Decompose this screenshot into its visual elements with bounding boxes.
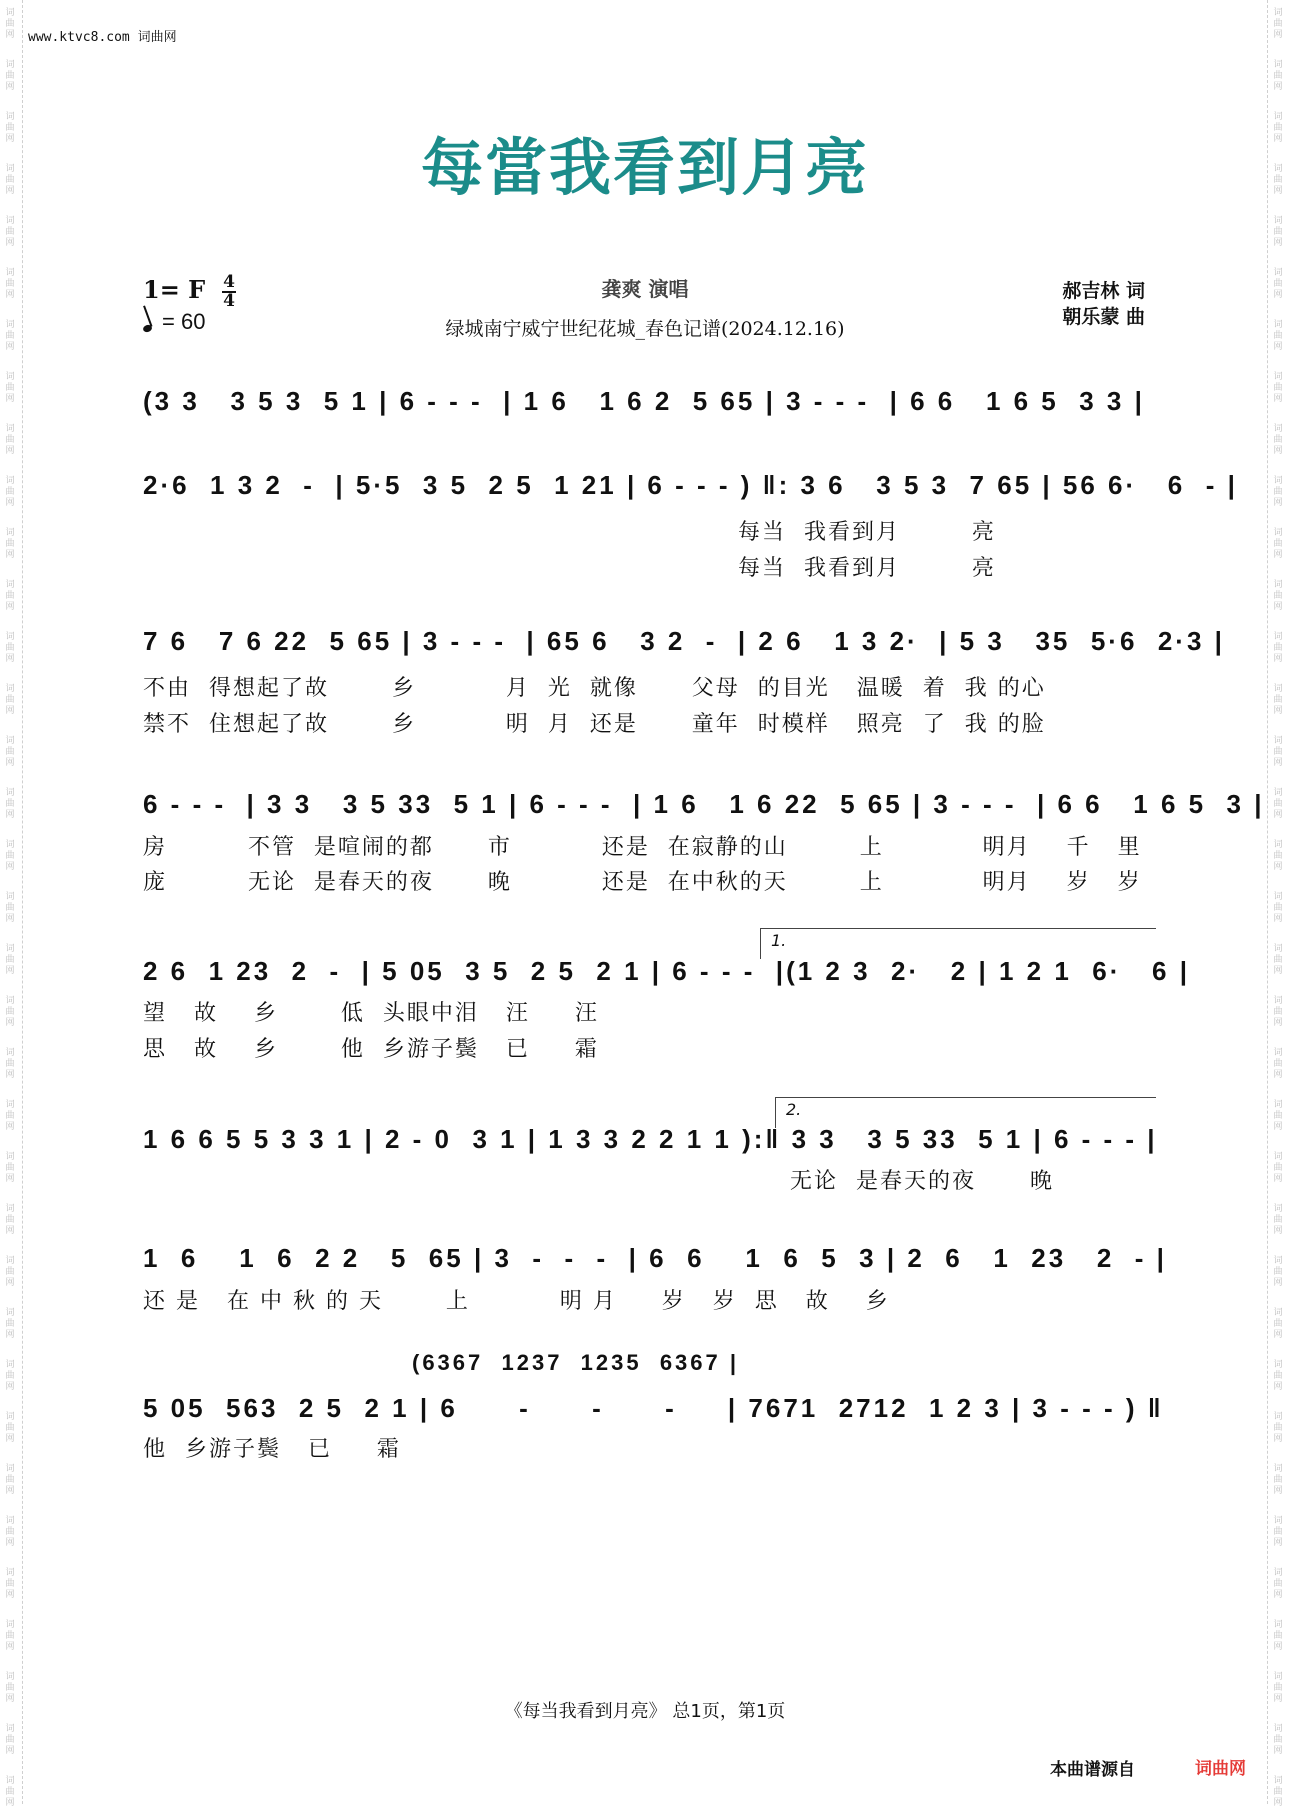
score-line-2: 2·6 1 3 2 - | 5·5 3 5 2 5 1 21 | 6 - - - ) ‖: 3 6 3 5 3 7 65 | 56 6· 6 - | bbox=[143, 470, 1238, 500]
watermark-text: 词 曲 网 bbox=[1273, 424, 1283, 456]
watermark-text: 词 曲 网 bbox=[5, 684, 15, 716]
watermark-text: 词 曲 网 bbox=[5, 60, 15, 92]
watermark-text: 词 曲 网 bbox=[5, 788, 15, 820]
watermark-text: 词 曲 网 bbox=[5, 1100, 15, 1132]
watermark-text: 词 曲 网 bbox=[5, 1776, 15, 1808]
transcriber: 绿城南宁威宁世纪花城_春色记谱(2024.12.16) bbox=[445, 318, 845, 340]
watermark-text: 词 曲 网 bbox=[1273, 8, 1283, 40]
watermark-text: 词 曲 网 bbox=[5, 320, 15, 352]
watermark-text: 词 曲 网 bbox=[1273, 1776, 1283, 1808]
lyric-line-4a: 房 不管 是喧闹的都 市 还是 在寂静的山 上 明月 千 里 bbox=[143, 835, 1142, 860]
watermark-text: 词 曲 网 bbox=[1273, 216, 1283, 248]
volta-1: 1. bbox=[760, 928, 1156, 959]
watermark-text: 词 曲 网 bbox=[1273, 580, 1283, 612]
watermark-text: 词 曲 网 bbox=[1273, 1100, 1283, 1132]
site-url[interactable]: www.ktvc8.com 词曲网 bbox=[28, 30, 177, 45]
score-line-8: 5 05 563 2 5 2 1 | 6 - - - | 7671 2712 1 2 3 | 3 - - - ) ‖ bbox=[143, 1393, 1164, 1423]
watermark-text: 词 曲 网 bbox=[1273, 996, 1283, 1028]
watermark-text: 词 曲 网 bbox=[1273, 1204, 1283, 1236]
watermark-text: 词 曲 网 bbox=[1273, 1152, 1283, 1184]
page-footer: 《每当我看到月亮》 总1页，第1页 bbox=[504, 1701, 786, 1722]
score-line-1: (3 3 3 5 3 5 1 | 6 - - - | 1 6 1 6 2 5 65 | 3 - - - | 6 6 1 6 5 3 3 | bbox=[143, 386, 1145, 416]
watermark-text: 词 曲 网 bbox=[5, 1412, 15, 1444]
watermark-text: 词 曲 网 bbox=[1273, 476, 1283, 508]
watermark-text: 词 曲 网 bbox=[1273, 632, 1283, 664]
watermark-text: 词 曲 网 bbox=[5, 424, 15, 456]
left-watermark-strip bbox=[0, 0, 23, 1808]
watermark-text: 词 曲 网 bbox=[5, 164, 15, 196]
watermark-text: 词 曲 网 bbox=[5, 1672, 15, 1704]
time-top: 4 bbox=[223, 272, 235, 292]
watermark-text: 词 曲 网 bbox=[5, 8, 15, 40]
lyric-line-2b: 每当 我看到月 亮 bbox=[738, 556, 996, 581]
watermark-text: 词 曲 网 bbox=[5, 528, 15, 560]
watermark-text: 词 曲 网 bbox=[5, 1568, 15, 1600]
watermark-text: 词 曲 网 bbox=[1273, 1308, 1283, 1340]
watermark-text: 词 曲 网 bbox=[5, 476, 15, 508]
watermark-text: 词 曲 网 bbox=[1273, 1360, 1283, 1392]
lyric-line-8: 他 乡游子鬓 已 霜 bbox=[143, 1437, 401, 1462]
watermark-text: 词 曲 网 bbox=[5, 1620, 15, 1652]
volta-2: 2. bbox=[775, 1097, 1156, 1128]
watermark-text: 词 曲 网 bbox=[1273, 1516, 1283, 1548]
watermark-text: 词 曲 网 bbox=[5, 1360, 15, 1392]
watermark-text: 词 曲 网 bbox=[1273, 1048, 1283, 1080]
lyric-line-3b: 禁不 住想起了故 乡 明 月 还是 童年 时模样 照亮 了 我 的脸 bbox=[143, 712, 1046, 737]
right-watermark-strip bbox=[1267, 0, 1290, 1808]
watermark-text: 词 曲 网 bbox=[5, 892, 15, 924]
score-line-5: 2 6 1 23 2 - | 5 05 3 5 2 5 2 1 | 6 - - - |(1 2 3 2· 2 | 1 2 1 6· 6 | bbox=[143, 956, 1191, 986]
watermark-text: 词 曲 网 bbox=[1273, 944, 1283, 976]
source-label: 本曲谱源自 bbox=[1050, 1760, 1135, 1780]
key-signature: 1= F bbox=[143, 275, 206, 304]
watermark-text: 词 曲 网 bbox=[1273, 112, 1283, 144]
watermark-text: 词 曲 网 bbox=[1273, 1672, 1283, 1704]
lyric-line-6: 无论 是春天的夜 晚 bbox=[790, 1169, 1054, 1194]
watermark-text: 词 曲 网 bbox=[1273, 164, 1283, 196]
watermark-text: 词 曲 网 bbox=[5, 1152, 15, 1184]
lyric-line-5a: 望 故 乡 低 头眼中泪 汪 汪 bbox=[143, 1001, 599, 1026]
watermark-text: 词 曲 网 bbox=[5, 372, 15, 404]
watermark-text: 词 曲 网 bbox=[5, 736, 15, 768]
watermark-text: 词 曲 网 bbox=[1273, 320, 1283, 352]
watermark-text: 词 曲 网 bbox=[1273, 268, 1283, 300]
watermark-text: 词 曲 网 bbox=[1273, 892, 1283, 924]
watermark-text: 词 曲 网 bbox=[5, 1204, 15, 1236]
watermark-text: 词 曲 网 bbox=[5, 1048, 15, 1080]
score-line-8-intro: (6367 1237 1235 6367 | bbox=[412, 1350, 740, 1375]
watermark-text: 词 曲 网 bbox=[1273, 528, 1283, 560]
watermark-text: 词 曲 网 bbox=[5, 1724, 15, 1756]
watermark-text: 词 曲 网 bbox=[1273, 840, 1283, 872]
watermark-text: 词 曲 网 bbox=[5, 1256, 15, 1288]
watermark-text: 词 曲 网 bbox=[1273, 1724, 1283, 1756]
score-line-7: 1 6 1 6 2 2 5 65 | 3 - - - | 6 6 1 6 5 3 | 2 6 1 23 2 - | bbox=[143, 1243, 1167, 1273]
score-line-3: 7 6 7 6 22 5 65 | 3 - - - | 65 6 3 2 - | 2 6 1 3 2· | 5 3 35 5·6 2·3 | bbox=[143, 626, 1225, 656]
watermark-text: 词 曲 网 bbox=[5, 840, 15, 872]
lyric-line-7: 还 是 在 中 秋 的 天 上 明 月 岁 岁 思 故 乡 bbox=[143, 1289, 890, 1314]
watermark-text: 词 曲 网 bbox=[5, 632, 15, 664]
watermark-text: 词 曲 网 bbox=[1273, 788, 1283, 820]
watermark-text: 词 曲 网 bbox=[1273, 1256, 1283, 1288]
watermark-text: 词 曲 网 bbox=[5, 1464, 15, 1496]
song-title: 每當我看到月亮 bbox=[420, 131, 869, 204]
watermark-text: 词 曲 网 bbox=[1273, 1464, 1283, 1496]
lyric-line-5b: 思 故 乡 他 乡游子鬓 已 霜 bbox=[143, 1037, 599, 1062]
watermark-text: 词 曲 网 bbox=[5, 216, 15, 248]
watermark-text: 词 曲 网 bbox=[5, 1516, 15, 1548]
singer: 龚爽 演唱 bbox=[601, 277, 689, 301]
watermark-text: 词 曲 网 bbox=[5, 580, 15, 612]
watermark-text: 词 曲 网 bbox=[1273, 1412, 1283, 1444]
watermark-text: 词 曲 网 bbox=[5, 268, 15, 300]
watermark-text: 词 曲 网 bbox=[5, 1308, 15, 1340]
time-bottom: 4 bbox=[223, 291, 235, 311]
watermark-text: 词 曲 网 bbox=[1273, 60, 1283, 92]
score-line-6: 1 6 6 5 5 3 3 1 | 2 - 0 3 1 | 1 3 3 2 2 1 1 ):‖ 3 3 3 5 33 5 1 | 6 - - - | bbox=[143, 1124, 1158, 1154]
lyric-line-4b: 庞 无论 是春天的夜 晚 还是 在中秋的天 上 明月 岁 岁 bbox=[143, 870, 1142, 895]
source-site-link[interactable]: 词曲网 bbox=[1195, 1759, 1246, 1779]
tempo-value: = 60 bbox=[162, 309, 206, 334]
watermark-text: 词 曲 网 bbox=[1273, 736, 1283, 768]
score-line-4: 6 - - - | 3 3 3 5 33 5 1 | 6 - - - | 1 6 1 6 22 5 65 | 3 - - - | 6 6 1 6 5 3 | bbox=[143, 789, 1265, 819]
watermark-text: 词 曲 网 bbox=[1273, 1620, 1283, 1652]
lyric-line-3a: 不由 得想起了故 乡 月 光 就像 父母 的目光 温暖 着 我 的心 bbox=[143, 676, 1046, 701]
watermark-text: 词 曲 网 bbox=[1273, 684, 1283, 716]
watermark-text: 词 曲 网 bbox=[5, 112, 15, 144]
watermark-text: 词 曲 网 bbox=[1273, 372, 1283, 404]
watermark-text: 词 曲 网 bbox=[1273, 1568, 1283, 1600]
lyric-line-2a: 每当 我看到月 亮 bbox=[738, 520, 996, 545]
watermark-text: 词 曲 网 bbox=[5, 944, 15, 976]
composer-credit: 朝乐蒙 曲 bbox=[1062, 306, 1145, 328]
watermark-text: 词 曲 网 bbox=[5, 996, 15, 1028]
lyricist-credit: 郝吉林 词 bbox=[1062, 280, 1145, 302]
